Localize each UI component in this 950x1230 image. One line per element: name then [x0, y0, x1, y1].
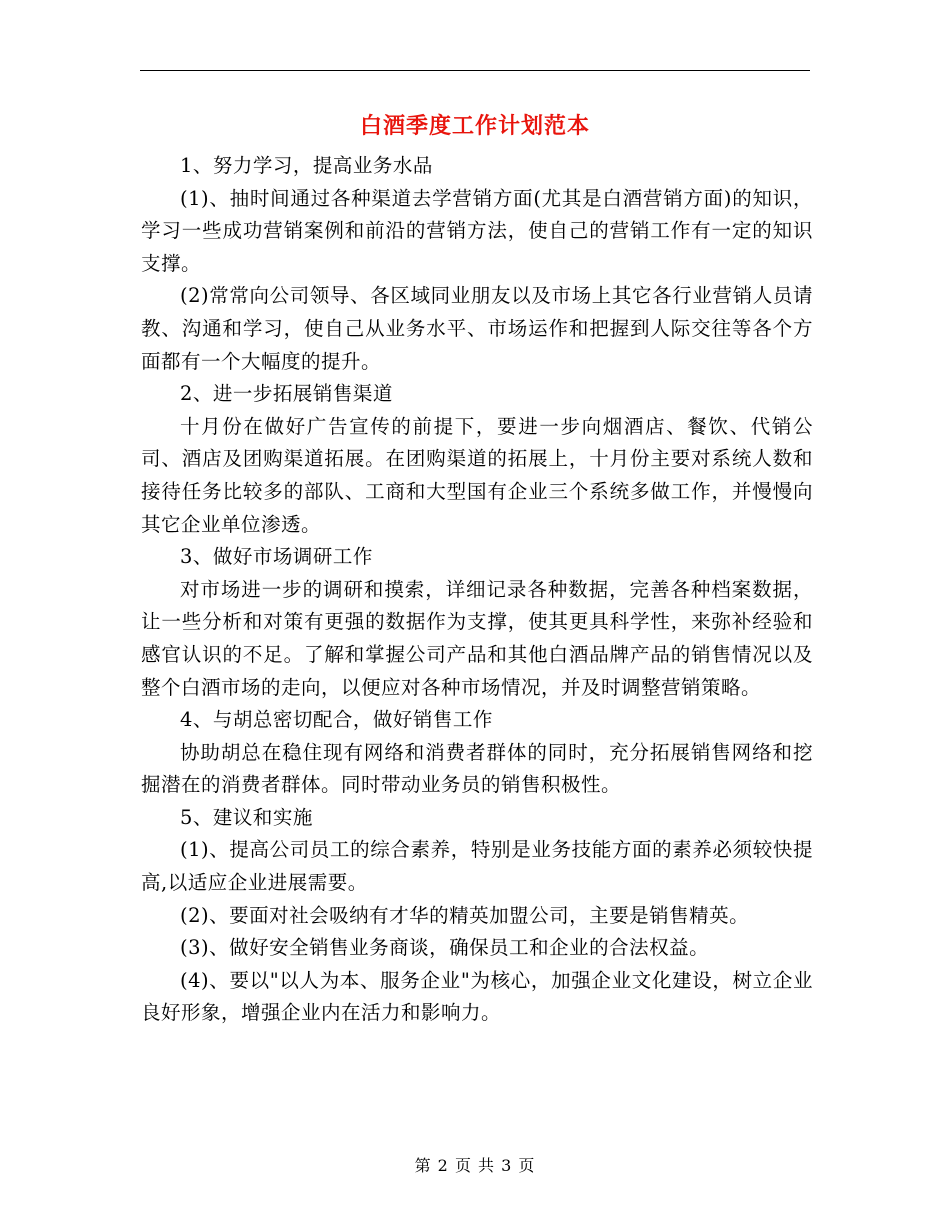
paragraph-5-3: (3)、做好安全销售业务商谈，确保员工和企业的合法权益。: [180, 936, 710, 960]
paragraph-1-1: (1)、抽时间通过各种渠道去学营销方面(尤其是白酒营销方面)的知识，学习一些成功营销案例和前沿的营销方法，使自己的营销工作有一定的知识支撑。: [141, 186, 813, 275]
document-title: 白酒季度工作计划范本: [359, 113, 590, 139]
heading-1: 1、努力学习，提高业务水品: [180, 154, 433, 177]
heading-4: 4、与胡总密切配合，做好销售工作: [180, 708, 493, 732]
paragraph-5-2: (2)、要面对社会吸纳有才华的精英加盟公司，主要是销售精英。: [180, 903, 750, 927]
paragraph-3: 对市场进一步的调研和摸索，详细记录各种数据，完善各种档案数据，让一些分析和对策有更强的数据作为支撑，使其更具科学性，来弥补经验和感官认识的不足。了解和掌握公司产品和其他白酒品牌产品的销售情况以及整个白酒市场的走向，以便应对各种市场情况，并及时调整营销策略。: [141, 577, 813, 699]
header-rule: [140, 70, 810, 71]
paragraph-2: 十月份在做好广告宣传的前提下，要进一步向烟酒店、餐饮、代销公司、酒店及团购渠道拓展。在团购渠道的拓展上，十月份主要对系统人数和接待任务比较多的部队、工商和大型国有企业三个系统多做工作，并慢慢向其它企业单位渗透。: [141, 414, 813, 536]
heading-2: 2、进一步拓展销售渠道: [180, 382, 393, 406]
document-body: [141, 150, 813, 1030]
paragraph-5-4: (4)、要以"以人为本、服务企业"为核心，加强企业文化建设，树立企业良好形象，增强企业内在活力和影响力。: [141, 968, 813, 1025]
paragraph-5-1: (1)、提高公司员工的综合素养，特别是业务技能方面的素养必须较快提高,以适应企业进展需要。: [141, 838, 813, 895]
heading-3: 3、做好市场调研工作: [180, 545, 373, 569]
paragraph-4: 协助胡总在稳住现有网络和消费者群体的同时，充分拓展销售网络和挖掘潜在的消费者群体。同时带动业务员的销售积极性。: [141, 740, 813, 797]
page-number-footer: 第 2 页 共 3 页: [414, 1156, 536, 1175]
paragraph-1-2: (2)常常向公司领导、各区域同业朋友以及市场上其它各行业营销人员请教、沟通和学习，使自己从业务水平、市场运作和把握到人际交往等各个方面都有一个大幅度的提升。: [141, 284, 813, 373]
heading-5: 5、建议和实施: [180, 805, 313, 829]
